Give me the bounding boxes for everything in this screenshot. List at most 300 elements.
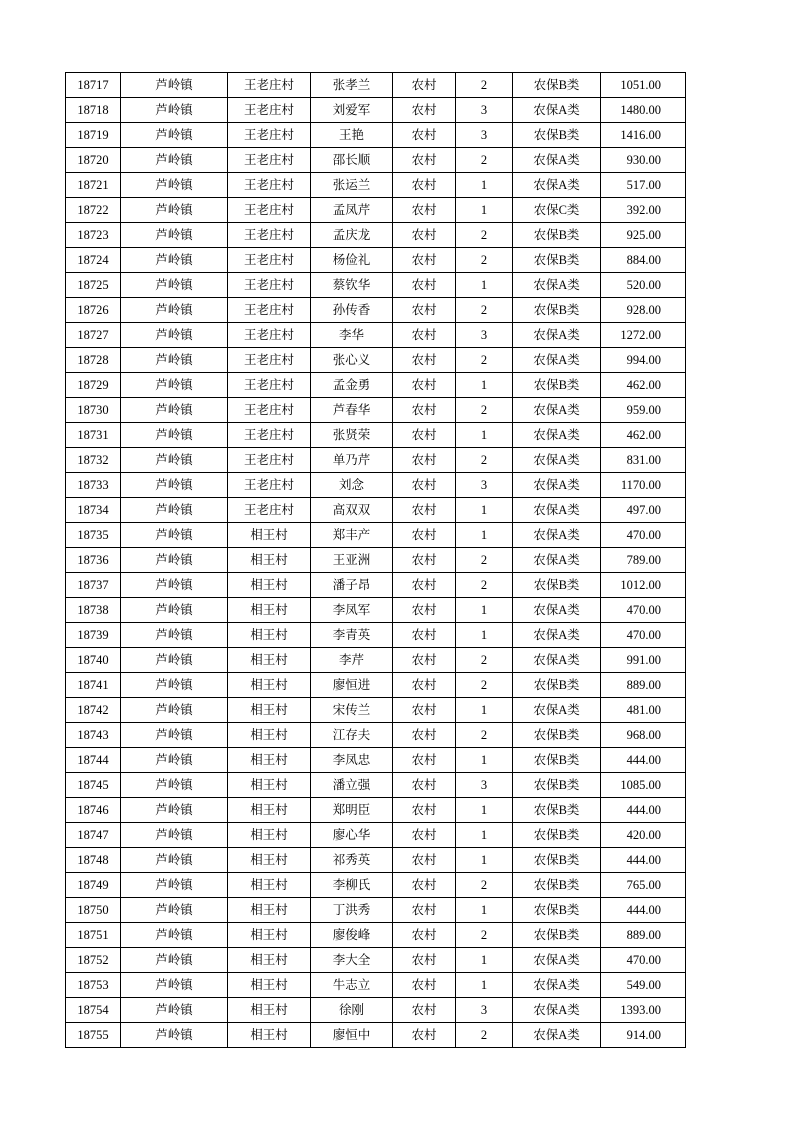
cell-person-name: 祁秀英 — [311, 848, 393, 873]
cell-town: 芦岭镇 — [121, 823, 228, 848]
cell-village: 王老庄村 — [228, 298, 311, 323]
cell-residence-type: 农村 — [393, 673, 456, 698]
cell-village: 相王村 — [228, 573, 311, 598]
cell-insurance-category: 农保A类 — [513, 148, 601, 173]
table-row — [66, 773, 686, 798]
cell-person-count: 3 — [456, 773, 513, 798]
cell-person-count: 2 — [456, 398, 513, 423]
cell-record-id: 18721 — [66, 173, 121, 198]
table-row — [66, 198, 686, 223]
cell-person-name: 张孝兰 — [311, 73, 393, 98]
cell-person-count: 1 — [456, 273, 513, 298]
cell-person-count: 3 — [456, 98, 513, 123]
cell-amount: 959.00 — [601, 398, 686, 423]
cell-village: 相王村 — [228, 923, 311, 948]
cell-person-name: 刘爱军 — [311, 98, 393, 123]
cell-residence-type: 农村 — [393, 873, 456, 898]
cell-amount: 1480.00 — [601, 98, 686, 123]
cell-residence-type: 农村 — [393, 323, 456, 348]
cell-amount: 789.00 — [601, 548, 686, 573]
cell-person-count: 2 — [456, 723, 513, 748]
cell-person-count: 2 — [456, 248, 513, 273]
cell-amount: 444.00 — [601, 848, 686, 873]
cell-village: 相王村 — [228, 548, 311, 573]
table-row — [66, 798, 686, 823]
cell-village: 相王村 — [228, 898, 311, 923]
cell-town: 芦岭镇 — [121, 873, 228, 898]
cell-person-name: 孙传香 — [311, 298, 393, 323]
cell-town: 芦岭镇 — [121, 598, 228, 623]
cell-record-id: 18737 — [66, 573, 121, 598]
table-row — [66, 173, 686, 198]
cell-person-count: 2 — [456, 873, 513, 898]
cell-residence-type: 农村 — [393, 648, 456, 673]
cell-record-id: 18719 — [66, 123, 121, 148]
cell-village: 相王村 — [228, 598, 311, 623]
cell-record-id: 18752 — [66, 948, 121, 973]
cell-town: 芦岭镇 — [121, 173, 228, 198]
cell-person-name: 高双双 — [311, 498, 393, 523]
table-row — [66, 473, 686, 498]
cell-town: 芦岭镇 — [121, 348, 228, 373]
cell-town: 芦岭镇 — [121, 623, 228, 648]
cell-residence-type: 农村 — [393, 573, 456, 598]
cell-insurance-category: 农保B类 — [513, 723, 601, 748]
cell-person-name: 李凤军 — [311, 598, 393, 623]
cell-village: 相王村 — [228, 748, 311, 773]
cell-person-count: 1 — [456, 623, 513, 648]
cell-residence-type: 农村 — [393, 373, 456, 398]
cell-insurance-category: 农保B类 — [513, 248, 601, 273]
cell-amount: 470.00 — [601, 623, 686, 648]
table-body — [66, 73, 686, 1048]
cell-town: 芦岭镇 — [121, 898, 228, 923]
table-row — [66, 973, 686, 998]
cell-village: 相王村 — [228, 698, 311, 723]
cell-insurance-category: 农保A类 — [513, 548, 601, 573]
cell-insurance-category: 农保A类 — [513, 323, 601, 348]
cell-person-name: 廖恒中 — [311, 1023, 393, 1048]
cell-village: 相王村 — [228, 848, 311, 873]
cell-person-count: 1 — [456, 748, 513, 773]
cell-person-count: 1 — [456, 498, 513, 523]
cell-person-name: 芦春华 — [311, 398, 393, 423]
cell-person-count: 1 — [456, 898, 513, 923]
cell-record-id: 18751 — [66, 923, 121, 948]
cell-insurance-category: 农保B类 — [513, 223, 601, 248]
table-row — [66, 98, 686, 123]
cell-residence-type: 农村 — [393, 623, 456, 648]
cell-insurance-category: 农保A类 — [513, 648, 601, 673]
cell-town: 芦岭镇 — [121, 323, 228, 348]
cell-record-id: 18740 — [66, 648, 121, 673]
cell-person-count: 1 — [456, 698, 513, 723]
cell-village: 王老庄村 — [228, 473, 311, 498]
cell-insurance-category: 农保A类 — [513, 698, 601, 723]
cell-person-name: 郑明臣 — [311, 798, 393, 823]
cell-person-name: 王亚洲 — [311, 548, 393, 573]
cell-record-id: 18735 — [66, 523, 121, 548]
cell-insurance-category: 农保A类 — [513, 1023, 601, 1048]
table-row — [66, 723, 686, 748]
cell-person-count: 1 — [456, 798, 513, 823]
cell-insurance-category: 农保A类 — [513, 998, 601, 1023]
cell-insurance-category: 农保B类 — [513, 298, 601, 323]
cell-amount: 470.00 — [601, 523, 686, 548]
cell-village: 王老庄村 — [228, 198, 311, 223]
cell-record-id: 18730 — [66, 398, 121, 423]
cell-town: 芦岭镇 — [121, 998, 228, 1023]
cell-person-count: 3 — [456, 998, 513, 1023]
cell-person-name: 杨俭礼 — [311, 248, 393, 273]
cell-amount: 444.00 — [601, 748, 686, 773]
cell-town: 芦岭镇 — [121, 148, 228, 173]
table-row — [66, 648, 686, 673]
cell-person-name: 邵长顺 — [311, 148, 393, 173]
cell-residence-type: 农村 — [393, 523, 456, 548]
cell-residence-type: 农村 — [393, 698, 456, 723]
cell-town: 芦岭镇 — [121, 98, 228, 123]
cell-town: 芦岭镇 — [121, 523, 228, 548]
cell-insurance-category: 农保B类 — [513, 373, 601, 398]
table-row — [66, 123, 686, 148]
cell-residence-type: 农村 — [393, 473, 456, 498]
cell-village: 王老庄村 — [228, 148, 311, 173]
cell-person-count: 2 — [456, 73, 513, 98]
cell-town: 芦岭镇 — [121, 923, 228, 948]
cell-town: 芦岭镇 — [121, 248, 228, 273]
cell-person-name: 徐刚 — [311, 998, 393, 1023]
cell-amount: 889.00 — [601, 923, 686, 948]
cell-residence-type: 农村 — [393, 923, 456, 948]
cell-village: 相王村 — [228, 998, 311, 1023]
cell-insurance-category: 农保A类 — [513, 623, 601, 648]
cell-residence-type: 农村 — [393, 298, 456, 323]
cell-person-count: 1 — [456, 973, 513, 998]
cell-record-id: 18753 — [66, 973, 121, 998]
cell-insurance-category: 农保A类 — [513, 948, 601, 973]
cell-amount: 831.00 — [601, 448, 686, 473]
cell-insurance-category: 农保B类 — [513, 748, 601, 773]
cell-insurance-category: 农保B类 — [513, 773, 601, 798]
cell-village: 相王村 — [228, 723, 311, 748]
table-row — [66, 998, 686, 1023]
table-row — [66, 73, 686, 98]
cell-insurance-category: 农保A类 — [513, 598, 601, 623]
cell-residence-type: 农村 — [393, 823, 456, 848]
table-row — [66, 323, 686, 348]
cell-residence-type: 农村 — [393, 1023, 456, 1048]
cell-insurance-category: 农保A类 — [513, 173, 601, 198]
cell-residence-type: 农村 — [393, 273, 456, 298]
cell-insurance-category: 农保A类 — [513, 348, 601, 373]
table-row — [66, 673, 686, 698]
cell-person-count: 3 — [456, 323, 513, 348]
cell-record-id: 18738 — [66, 598, 121, 623]
cell-person-name: 李柳氏 — [311, 873, 393, 898]
cell-person-count: 1 — [456, 523, 513, 548]
cell-person-name: 李大全 — [311, 948, 393, 973]
cell-town: 芦岭镇 — [121, 973, 228, 998]
cell-village: 王老庄村 — [228, 123, 311, 148]
cell-insurance-category: 农保B类 — [513, 923, 601, 948]
cell-village: 王老庄村 — [228, 498, 311, 523]
cell-town: 芦岭镇 — [121, 298, 228, 323]
cell-person-name: 牛志立 — [311, 973, 393, 998]
cell-insurance-category: 农保B类 — [513, 898, 601, 923]
cell-town: 芦岭镇 — [121, 673, 228, 698]
cell-insurance-category: 农保B类 — [513, 798, 601, 823]
cell-amount: 928.00 — [601, 298, 686, 323]
cell-person-name: 廖俊峰 — [311, 923, 393, 948]
cell-amount: 925.00 — [601, 223, 686, 248]
cell-residence-type: 农村 — [393, 348, 456, 373]
cell-person-count: 2 — [456, 923, 513, 948]
cell-person-name: 孟庆龙 — [311, 223, 393, 248]
cell-town: 芦岭镇 — [121, 398, 228, 423]
cell-residence-type: 农村 — [393, 948, 456, 973]
cell-person-count: 2 — [456, 298, 513, 323]
cell-residence-type: 农村 — [393, 423, 456, 448]
cell-person-count: 2 — [456, 573, 513, 598]
cell-person-count: 1 — [456, 848, 513, 873]
cell-amount: 765.00 — [601, 873, 686, 898]
cell-insurance-category: 农保A类 — [513, 398, 601, 423]
cell-person-count: 2 — [456, 648, 513, 673]
cell-village: 王老庄村 — [228, 248, 311, 273]
cell-record-id: 18742 — [66, 698, 121, 723]
cell-residence-type: 农村 — [393, 73, 456, 98]
cell-village: 王老庄村 — [228, 423, 311, 448]
cell-person-count: 1 — [456, 373, 513, 398]
cell-insurance-category: 农保A类 — [513, 523, 601, 548]
cell-village: 相王村 — [228, 773, 311, 798]
cell-record-id: 18723 — [66, 223, 121, 248]
cell-town: 芦岭镇 — [121, 573, 228, 598]
cell-record-id: 18732 — [66, 448, 121, 473]
cell-person-name: 廖恒进 — [311, 673, 393, 698]
cell-record-id: 18729 — [66, 373, 121, 398]
table-row — [66, 148, 686, 173]
cell-insurance-category: 农保B类 — [513, 123, 601, 148]
table-row — [66, 398, 686, 423]
cell-amount: 968.00 — [601, 723, 686, 748]
cell-town: 芦岭镇 — [121, 498, 228, 523]
cell-record-id: 18731 — [66, 423, 121, 448]
cell-amount: 470.00 — [601, 598, 686, 623]
cell-person-name: 李芹 — [311, 648, 393, 673]
cell-amount: 517.00 — [601, 173, 686, 198]
cell-record-id: 18748 — [66, 848, 121, 873]
cell-person-name: 张心义 — [311, 348, 393, 373]
cell-person-name: 江存夫 — [311, 723, 393, 748]
cell-town: 芦岭镇 — [121, 423, 228, 448]
cell-person-name: 孟凤芹 — [311, 198, 393, 223]
cell-insurance-category: 农保A类 — [513, 973, 601, 998]
cell-residence-type: 农村 — [393, 198, 456, 223]
cell-village: 王老庄村 — [228, 73, 311, 98]
cell-town: 芦岭镇 — [121, 848, 228, 873]
cell-insurance-category: 农保B类 — [513, 848, 601, 873]
cell-town: 芦岭镇 — [121, 1023, 228, 1048]
cell-amount: 930.00 — [601, 148, 686, 173]
cell-person-name: 王艳 — [311, 123, 393, 148]
cell-village: 相王村 — [228, 1023, 311, 1048]
cell-person-name: 孟金勇 — [311, 373, 393, 398]
table-row — [66, 598, 686, 623]
cell-person-name: 刘念 — [311, 473, 393, 498]
cell-amount: 462.00 — [601, 373, 686, 398]
cell-insurance-category: 农保B类 — [513, 73, 601, 98]
cell-town: 芦岭镇 — [121, 198, 228, 223]
cell-person-count: 2 — [456, 448, 513, 473]
cell-amount: 462.00 — [601, 423, 686, 448]
cell-town: 芦岭镇 — [121, 723, 228, 748]
cell-person-name: 丁洪秀 — [311, 898, 393, 923]
cell-village: 王老庄村 — [228, 323, 311, 348]
table-row — [66, 923, 686, 948]
cell-amount: 549.00 — [601, 973, 686, 998]
cell-record-id: 18720 — [66, 148, 121, 173]
cell-person-name: 李凤忠 — [311, 748, 393, 773]
cell-village: 王老庄村 — [228, 173, 311, 198]
table-row — [66, 698, 686, 723]
cell-town: 芦岭镇 — [121, 548, 228, 573]
cell-record-id: 18739 — [66, 623, 121, 648]
table-row — [66, 848, 686, 873]
cell-village: 相王村 — [228, 823, 311, 848]
cell-residence-type: 农村 — [393, 598, 456, 623]
cell-record-id: 18749 — [66, 873, 121, 898]
table-row — [66, 1023, 686, 1048]
cell-person-count: 2 — [456, 348, 513, 373]
cell-record-id: 18745 — [66, 773, 121, 798]
cell-residence-type: 农村 — [393, 123, 456, 148]
cell-amount: 420.00 — [601, 823, 686, 848]
cell-amount: 1012.00 — [601, 573, 686, 598]
cell-person-name: 潘立强 — [311, 773, 393, 798]
cell-record-id: 18734 — [66, 498, 121, 523]
table-row — [66, 498, 686, 523]
cell-insurance-category: 农保A类 — [513, 98, 601, 123]
cell-insurance-category: 农保B类 — [513, 873, 601, 898]
cell-record-id: 18750 — [66, 898, 121, 923]
cell-person-name: 李青英 — [311, 623, 393, 648]
table-row — [66, 873, 686, 898]
cell-residence-type: 农村 — [393, 98, 456, 123]
cell-village: 相王村 — [228, 673, 311, 698]
cell-town: 芦岭镇 — [121, 648, 228, 673]
data-table — [65, 72, 686, 1048]
cell-record-id: 18736 — [66, 548, 121, 573]
cell-amount: 1272.00 — [601, 323, 686, 348]
cell-amount: 520.00 — [601, 273, 686, 298]
table-row — [66, 573, 686, 598]
cell-insurance-category: 农保A类 — [513, 423, 601, 448]
cell-amount: 1085.00 — [601, 773, 686, 798]
cell-person-count: 2 — [456, 1023, 513, 1048]
table-row — [66, 373, 686, 398]
cell-amount: 1051.00 — [601, 73, 686, 98]
cell-amount: 481.00 — [601, 698, 686, 723]
cell-town: 芦岭镇 — [121, 948, 228, 973]
cell-residence-type: 农村 — [393, 723, 456, 748]
cell-record-id: 18754 — [66, 998, 121, 1023]
cell-insurance-category: 农保B类 — [513, 673, 601, 698]
cell-insurance-category: 农保C类 — [513, 198, 601, 223]
cell-person-count: 2 — [456, 548, 513, 573]
cell-residence-type: 农村 — [393, 998, 456, 1023]
cell-village: 相王村 — [228, 798, 311, 823]
cell-residence-type: 农村 — [393, 148, 456, 173]
cell-town: 芦岭镇 — [121, 223, 228, 248]
cell-person-count: 1 — [456, 598, 513, 623]
cell-person-count: 3 — [456, 123, 513, 148]
cell-town: 芦岭镇 — [121, 273, 228, 298]
cell-amount: 994.00 — [601, 348, 686, 373]
table-row — [66, 548, 686, 573]
cell-amount: 497.00 — [601, 498, 686, 523]
cell-insurance-category: 农保A类 — [513, 498, 601, 523]
cell-residence-type: 农村 — [393, 448, 456, 473]
cell-person-count: 1 — [456, 423, 513, 448]
cell-village: 王老庄村 — [228, 223, 311, 248]
table-row — [66, 523, 686, 548]
cell-amount: 1393.00 — [601, 998, 686, 1023]
cell-person-name: 单乃芹 — [311, 448, 393, 473]
cell-village: 相王村 — [228, 523, 311, 548]
cell-record-id: 18743 — [66, 723, 121, 748]
cell-insurance-category: 农保A类 — [513, 273, 601, 298]
cell-amount: 392.00 — [601, 198, 686, 223]
cell-record-id: 18741 — [66, 673, 121, 698]
cell-amount: 889.00 — [601, 673, 686, 698]
table-row — [66, 348, 686, 373]
cell-record-id: 18755 — [66, 1023, 121, 1048]
cell-amount: 444.00 — [601, 798, 686, 823]
cell-residence-type: 农村 — [393, 248, 456, 273]
cell-town: 芦岭镇 — [121, 773, 228, 798]
cell-village: 王老庄村 — [228, 398, 311, 423]
cell-insurance-category: 农保A类 — [513, 448, 601, 473]
table-row — [66, 423, 686, 448]
cell-town: 芦岭镇 — [121, 473, 228, 498]
cell-amount: 1416.00 — [601, 123, 686, 148]
cell-residence-type: 农村 — [393, 173, 456, 198]
cell-record-id: 18724 — [66, 248, 121, 273]
cell-residence-type: 农村 — [393, 398, 456, 423]
cell-residence-type: 农村 — [393, 798, 456, 823]
cell-record-id: 18726 — [66, 298, 121, 323]
cell-village: 相王村 — [228, 623, 311, 648]
cell-insurance-category: 农保A类 — [513, 473, 601, 498]
cell-town: 芦岭镇 — [121, 698, 228, 723]
cell-record-id: 18746 — [66, 798, 121, 823]
cell-person-count: 1 — [456, 823, 513, 848]
table-row — [66, 623, 686, 648]
cell-record-id: 18717 — [66, 73, 121, 98]
cell-town: 芦岭镇 — [121, 798, 228, 823]
cell-person-name: 张贤荣 — [311, 423, 393, 448]
cell-record-id: 18718 — [66, 98, 121, 123]
cell-town: 芦岭镇 — [121, 73, 228, 98]
cell-person-count: 2 — [456, 673, 513, 698]
cell-person-count: 2 — [456, 148, 513, 173]
cell-village: 相王村 — [228, 648, 311, 673]
cell-village: 王老庄村 — [228, 373, 311, 398]
table-row — [66, 823, 686, 848]
table-row — [66, 448, 686, 473]
